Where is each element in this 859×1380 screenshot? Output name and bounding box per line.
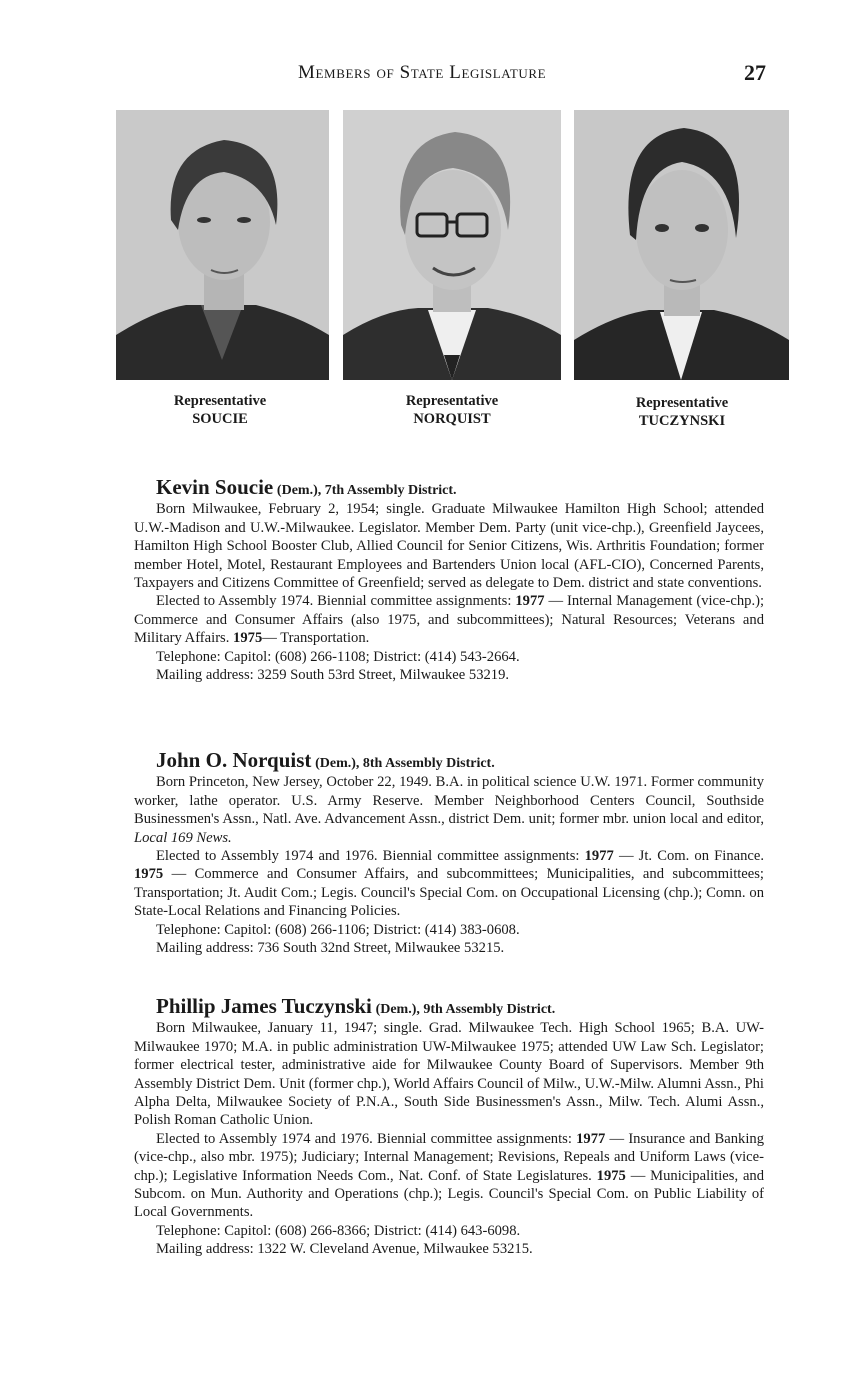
caption-name: TUCZYNSKI xyxy=(638,413,726,429)
bio-telephone: Telephone: Capitol: (608) 266-1108; District: (414) 543-2664. xyxy=(156,648,520,665)
page-number: 27 xyxy=(744,60,766,85)
bio-heading xyxy=(134,994,764,1019)
service-year: 1977 xyxy=(515,593,545,610)
portrait-norquist xyxy=(343,110,561,380)
caption-title: Representative xyxy=(173,393,267,409)
bio-telephone: Telephone: Capitol: (608) 266-8366; District: (414) 643-6098. xyxy=(156,1222,521,1239)
service-1977: — Insurance and Banking (vice-chp., also mbr. 1975); Judiciary; Internal Management; Revisions, Repeals and Uniform Laws (vice-chp.); Legislative Information Needs Com., Nat. Conf. of State Legislatures. xyxy=(134,1130,764,1184)
portrait-soucie xyxy=(116,110,329,380)
portrait-tuczynski xyxy=(574,110,789,380)
bio-telephone: Telephone: Capitol: (608) 266-1106; District: (414) 383-0608. xyxy=(156,921,520,938)
bio-name: Kevin Soucie xyxy=(156,475,274,499)
bio-background: Born Milwaukee, January 11, 1947; single. Grad. Milwaukee Tech. High School 1965; B.A. UW-Milwaukee 1970; M.A. in public administration UW-Milwaukee 1975; attended UW Law Sch. Legislator; former electrical tester, administrative aide for Milwaukee County Board of Supervisors. Member 9th Assembly District Dem. Unit (former chp.), World Affairs Council of Milw., U.W.-Milw. Alumni Assn., Phi Alpha Delta, Milwaukee Society of P.N.A., South Side Businessmen's Assn., Milw. Tech. Alumi Assn., Polish Roman Catholic Union. xyxy=(134,1020,764,1129)
caption-soucie xyxy=(110,392,330,428)
service-intro: Elected to Assembly 1974 and 1976. Biennial committee assignments: xyxy=(156,848,580,865)
bio-heading xyxy=(134,475,764,500)
publication-title: Local 169 News. xyxy=(134,829,232,846)
bio-service xyxy=(134,592,764,647)
service-1975: — Commerce and Consumer Affairs, and subcommittees; Municipalities, and subcommittees; Transportation; Jt. Audit Com.; Legis. Council's Special Com. on Occupational Licensing (chp.); Comn. on State-Local Relations and Financing Policies. xyxy=(134,866,764,920)
bio-mailing-address: Mailing address: 1322 W. Cleveland Avenue, Milwaukee 53215. xyxy=(156,1241,533,1258)
service-1977: — Jt. Com. on Finance. xyxy=(618,848,764,865)
caption-title: Representative xyxy=(405,393,499,409)
bio-party: (Dem.) xyxy=(375,1002,417,1017)
service-intro: Elected to Assembly 1974 and 1976. Biennial committee assignments: xyxy=(156,1130,572,1147)
page-header xyxy=(0,60,859,90)
portrait-tuczynski-image xyxy=(574,110,789,380)
bio-mailing-address: Mailing address: 736 South 32nd Street, Milwaukee 53215. xyxy=(156,940,505,957)
bio-district: , 7th Assembly District. xyxy=(317,483,457,498)
caption-norquist xyxy=(342,392,562,428)
service-year: 1977 xyxy=(576,1130,606,1147)
bio-mailing-address: Mailing address: 3259 South 53rd Street, Milwaukee 53219. xyxy=(156,667,510,684)
service-intro: Elected to Assembly 1974. Biennial committee assignments: xyxy=(156,593,512,610)
bio-district: , 8th Assembly District. xyxy=(355,756,495,771)
service-year: 1975 xyxy=(233,630,263,647)
bio-name: Phillip James Tuczynski xyxy=(156,994,372,1018)
bio-background xyxy=(134,773,764,847)
running-title: Members of State Legislature xyxy=(298,62,547,83)
background-text: Born Princeton, New Jersey, October 22, 1949. B.A. in political science U.W. 1971. Former community worker, lathe operator. U.S. Army Reserve. Member Neighborhood Centers Council, Southside Businessmen's Assn., Natl. Ave. Advancement Assn., district Dem. unit; former mbr. union local and editor, xyxy=(134,774,764,828)
bio-district: , 9th Assembly District. xyxy=(416,1002,556,1017)
service-year: 1975 xyxy=(596,1167,626,1184)
bio-service xyxy=(134,847,764,921)
service-1975: — Municipalities, and Subcom. on Mun. Authority and Operations (chp.); Legis. Council's Special Com. on Public Liability of Local Governments. xyxy=(134,1167,765,1221)
bio-background: Born Milwaukee, February 2, 1954; single. Graduate Milwaukee Hamilton High School; attended U.W.-Madison and U.W.-Milwaukee. Legislator. Member Dem. Party (unit vice-chp.), Greenfield Jaycees, Hamilton High School Booster Club, Allied Council for Senior Citizens, Wis. Arthritis Foundation; former member Hotel, Motel, Restaurant Employees and Bartenders Union local (AFL-CIO), Concerned Parents, Taxpayers and Citizens Committee of Greenfield; served as delegate to Dem. district and state conventions. xyxy=(134,501,764,592)
portrait-soucie-image xyxy=(116,110,329,380)
service-1975: — Transportation. xyxy=(262,630,370,647)
caption-name: SOUCIE xyxy=(192,411,248,427)
portrait-norquist-image xyxy=(343,110,561,380)
caption-title: Representative xyxy=(635,395,729,411)
service-year: 1977 xyxy=(584,848,614,865)
service-1977: — Internal Management (vice-chp.); Commerce and Consumer Affairs (also 1975, and subcommittees); Natural Resources; Veterans and Military Affairs. xyxy=(134,593,765,647)
bio-service xyxy=(134,1130,764,1222)
bio-party: (Dem.) xyxy=(315,756,356,771)
service-year: 1975 xyxy=(134,866,164,883)
bio-party: (Dem.) xyxy=(276,483,318,498)
caption-name: NORQUIST xyxy=(413,411,491,427)
bio-soucie xyxy=(134,475,765,684)
bio-name: John O. Norquist xyxy=(156,748,312,772)
caption-tuczynski xyxy=(572,394,792,430)
bio-norquist xyxy=(134,748,764,957)
bio-heading xyxy=(134,748,764,773)
bio-tuczynski xyxy=(134,994,765,1259)
